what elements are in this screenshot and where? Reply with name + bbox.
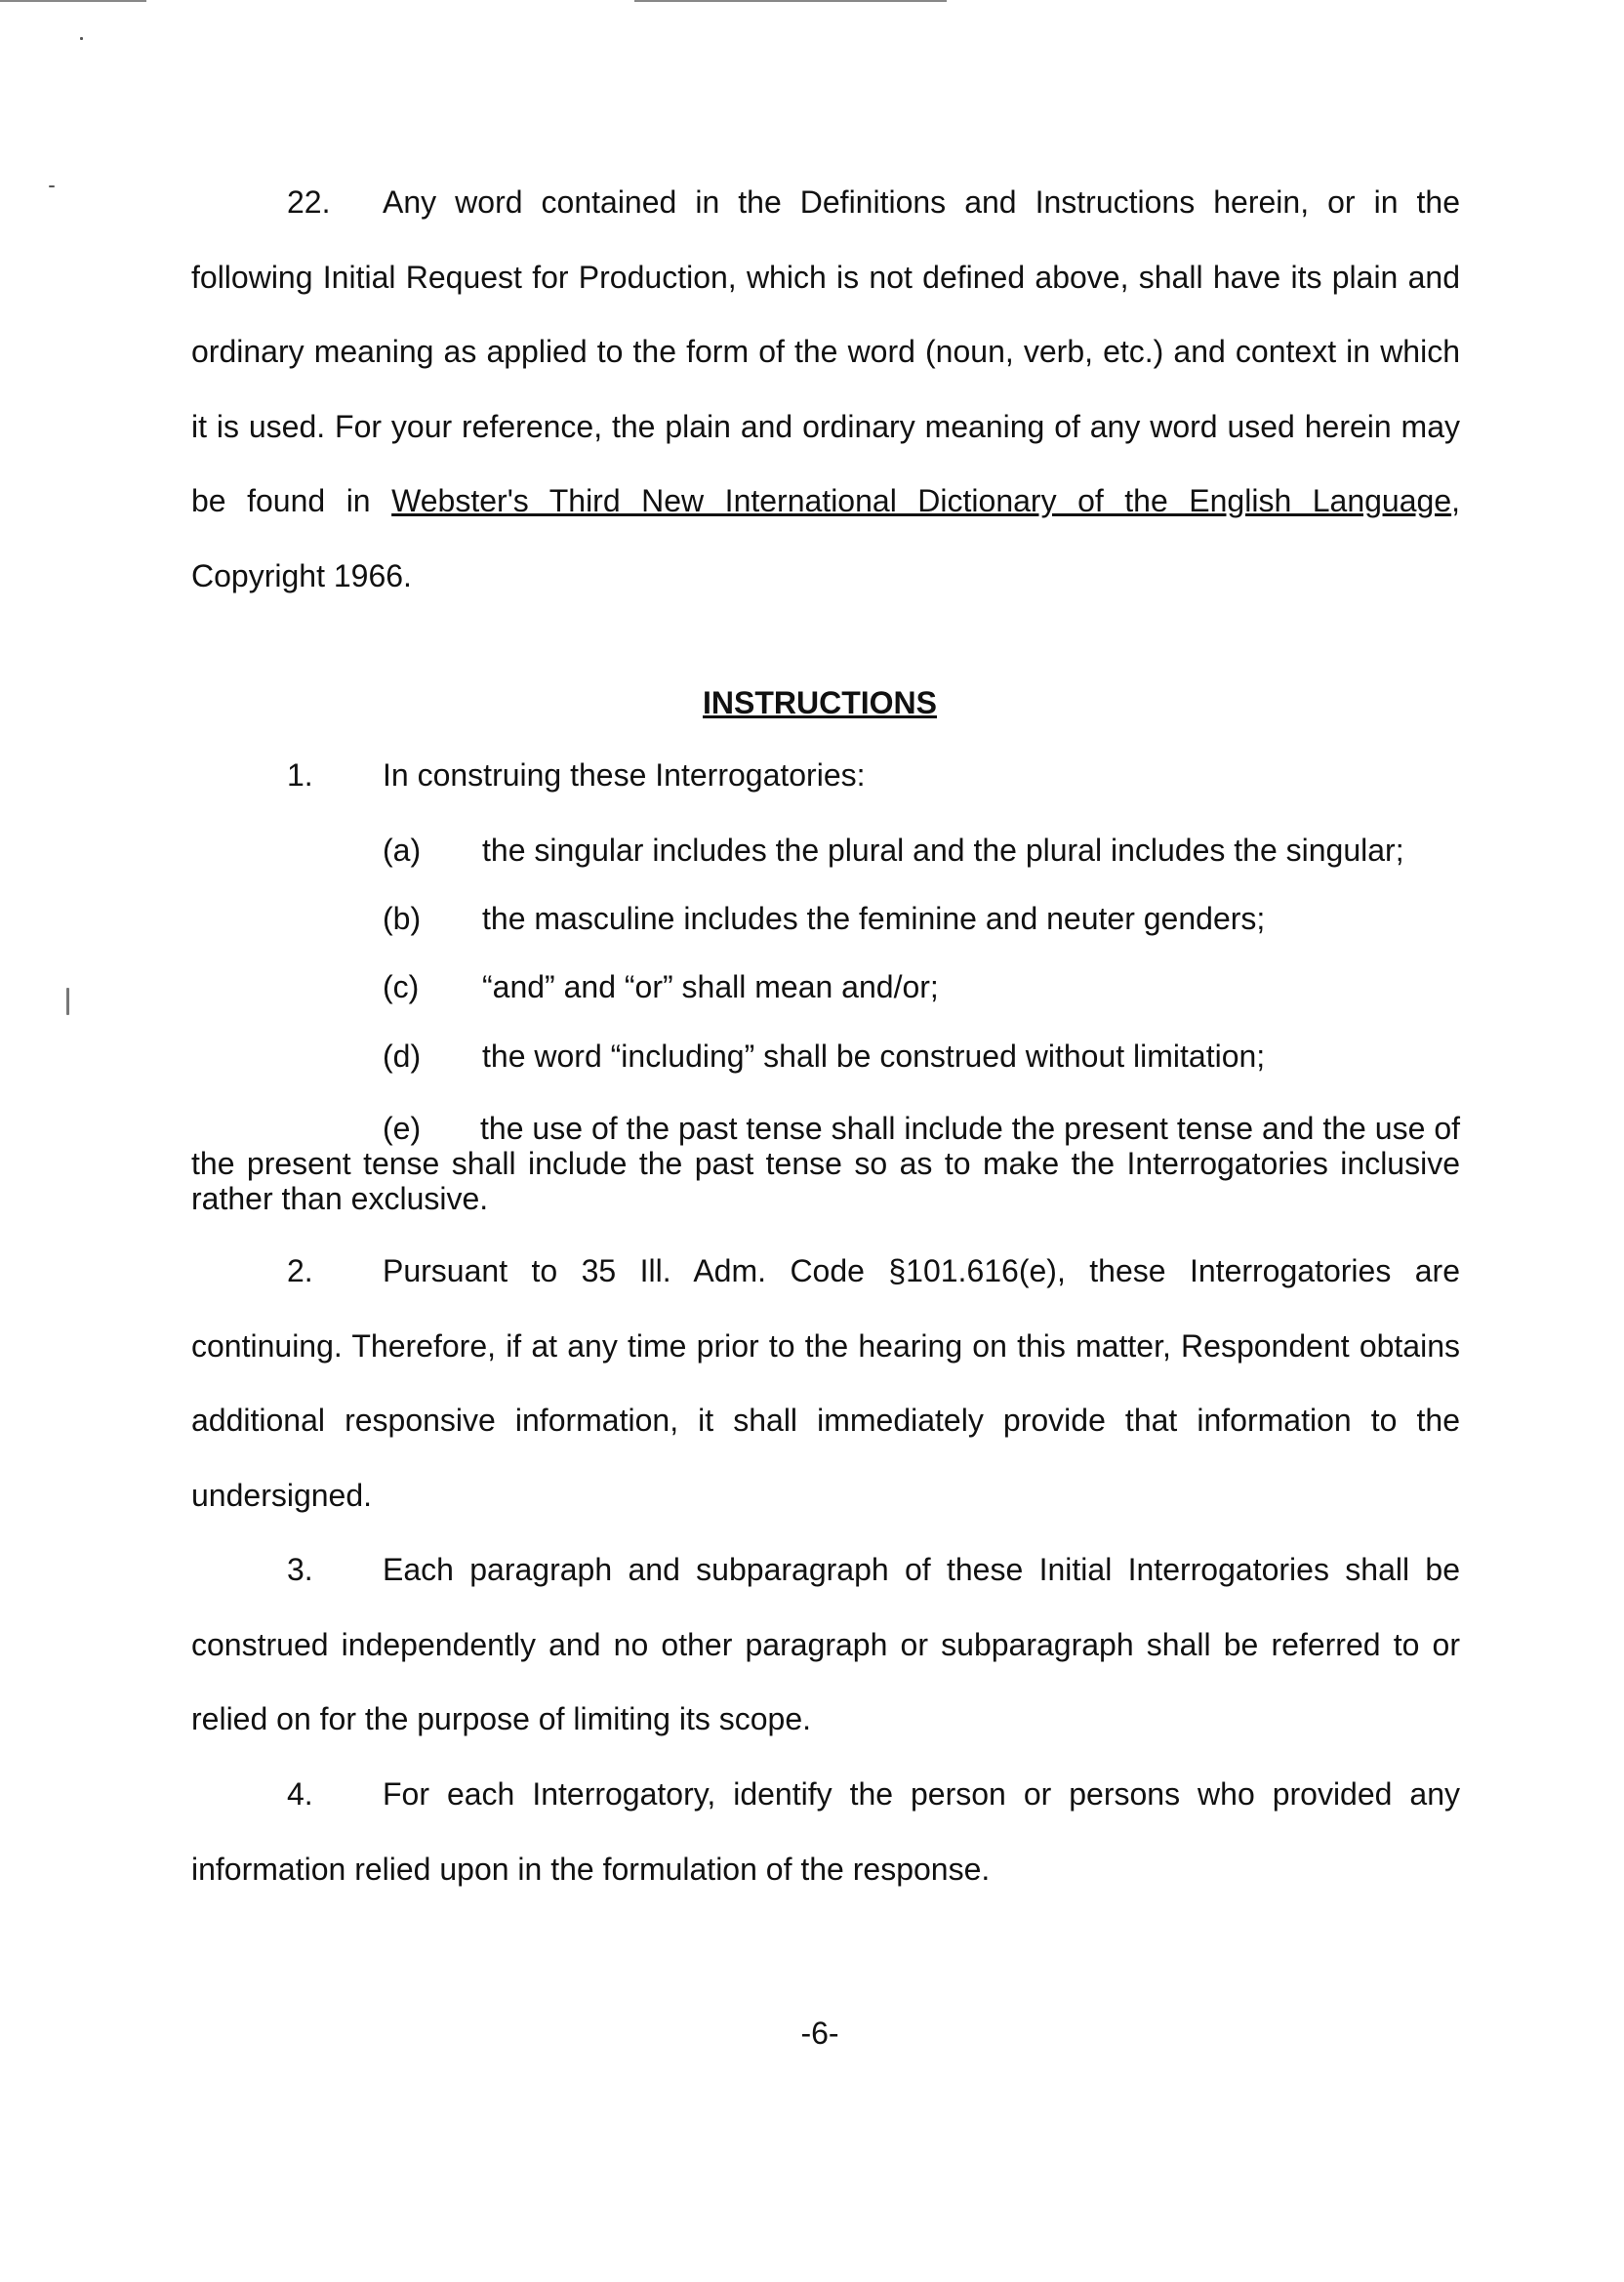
instruction-1-number: 1.: [287, 757, 313, 793]
sub-item-label: (d): [383, 1039, 422, 1074]
instruction-number: 4.: [287, 1776, 313, 1812]
paragraph-text-end: , Copyright 1966.: [191, 483, 1461, 593]
instruction-text: Pursuant to 35 Ill. Adm. Code §101.616(e), these Interrogatories are continuing. Therefore, if at any time prior to the hearing on this matter, Respondent obtains additional responsive information, it shall immediately provide that information to the undersigned.: [191, 1253, 1460, 1513]
sub-item-text: the masculine includes the feminine and neuter genders;: [482, 901, 1266, 936]
instruction-2: [191, 1234, 1460, 1532]
sub-item-label: (b): [383, 901, 422, 936]
scan-speck: [49, 185, 55, 187]
section-heading: INSTRUCTIONS: [703, 685, 937, 720]
sub-item-label: (a): [383, 833, 422, 868]
sub-item-text: the singular includes the plural and the plural includes the singular;: [482, 833, 1404, 868]
page-number: -6-: [800, 2016, 839, 2051]
paragraph-text: Any word contained in the Definitions and Instructions herein, or in the following Initial Request for Production, which is not defined above, shall have its plain and ordinary meaning as applied to the form of the word (noun, verb, etc.) and context in which it is used. For your reference, the plain and ordinary meaning of any word used herein may be found in: [191, 184, 1460, 518]
scan-edge-mark: [634, 0, 947, 2]
scan-speck: [80, 37, 83, 40]
sub-item-text: “and” and “or” shall mean and/or;: [482, 969, 939, 1004]
paragraph-number: 22.: [287, 184, 331, 220]
instruction-text: Each paragraph and subparagraph of these Initial Interrogatories shall be construed independently and no other paragraph or subparagraph shall be referred to or relied on for the purpose of limiting its scope.: [191, 1552, 1460, 1736]
sub-item-text: the word “including” shall be construed without limitation;: [482, 1039, 1266, 1074]
paragraph-22: [191, 165, 1460, 613]
scan-speck: [66, 988, 69, 1015]
sub-item-text: the use of the past tense shall include the present tense and the use of the present tense shall include the past tense so as to make the Interrogatories inclusive rather than exclusive.: [191, 1111, 1460, 1216]
scan-edge-mark: [0, 0, 146, 2]
instruction-3: [191, 1532, 1460, 1757]
instruction-text: For each Interrogatory, identify the person or persons who provided any information relied upon in the formulation of the response.: [191, 1776, 1460, 1887]
dictionary-reference: Webster's Third New International Dictionary of the English Language: [391, 483, 1452, 518]
sub-item-e: [191, 1111, 1460, 1216]
instruction-number: 2.: [287, 1253, 313, 1288]
sub-item-label: (c): [383, 969, 420, 1004]
instruction-4: [191, 1757, 1460, 1906]
instruction-1-intro: In construing these Interrogatories:: [383, 757, 866, 793]
instruction-number: 3.: [287, 1552, 313, 1587]
sub-item-label: (e): [383, 1111, 422, 1146]
